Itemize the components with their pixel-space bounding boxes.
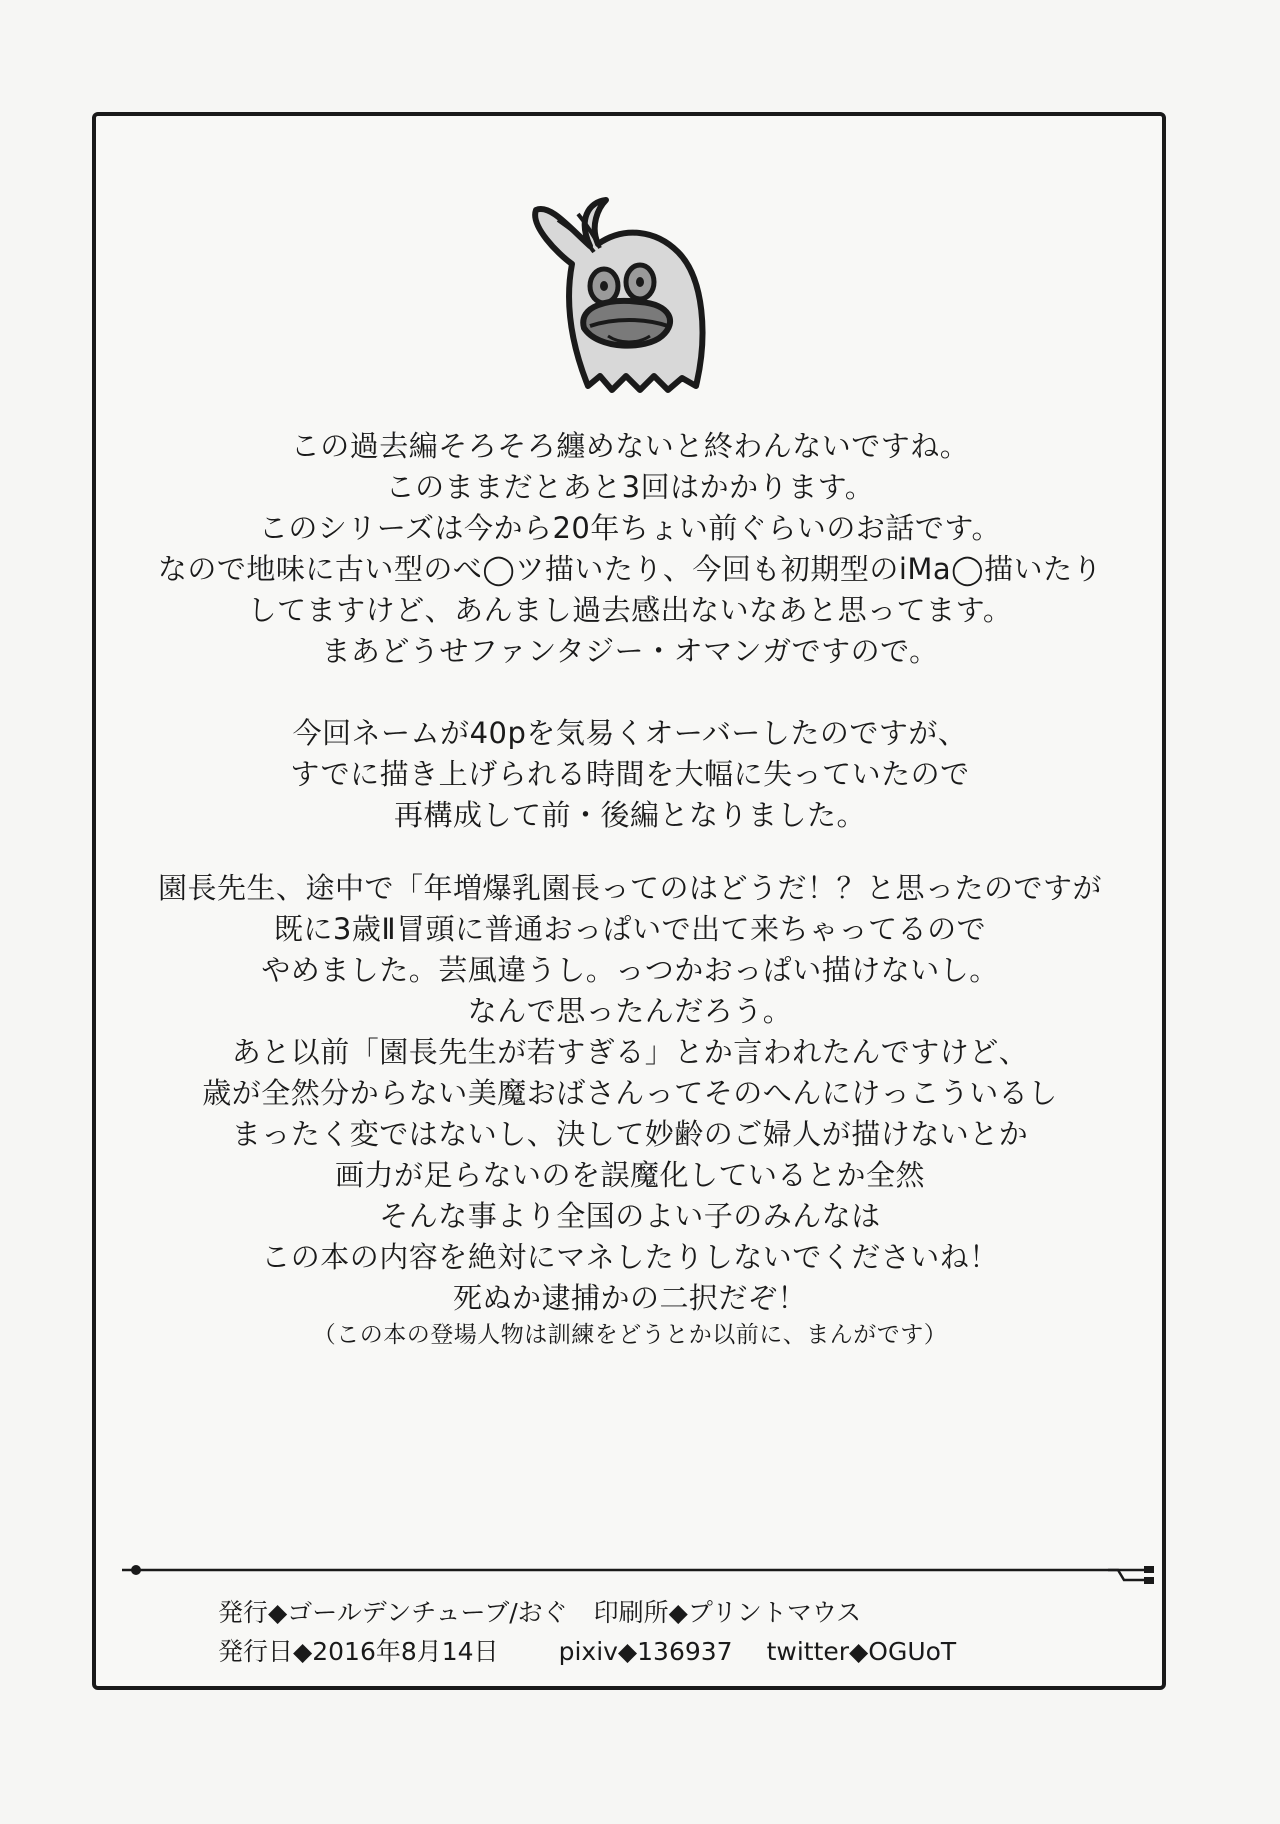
afterword-line: まあどうせファンタジー・オマンガですので。 [321,634,939,668]
afterword-line: 今回ネームが40pを気易くオーバーしたのですが、 [292,716,968,750]
afterword-disclaimer: （この本の登場人物は訓練をどうとか以前に、まんがです） [312,1322,948,1348]
afterword-line: そんな事より全国のよい子のみんなは [379,1199,881,1233]
publish-date: 発行日◆2016年8月14日 [218,1637,499,1666]
afterword-line: この過去編そろそろ纏めないと終わんないですね。 [290,429,970,463]
afterword-line: すでに描き上げられる時間を大幅に失っていたので [290,757,970,791]
bird-mascot-icon [528,186,718,396]
afterword-line: してますけど、あんまし過去感出ないなあと思ってます。 [247,593,1013,627]
printer-credit: 印刷所◆プリントマウス [593,1598,862,1627]
twitter-handle: twitter◆OGUoT [766,1637,957,1666]
afterword-paragraph-1 [120,426,1140,672]
afterword-line: まったく変ではないし、決して妙齢のご婦人が描けないとか [231,1117,1029,1151]
colophon-row [218,1637,956,1667]
afterword-line: このシリーズは今から20年ちょい前ぐらいのお話です。 [258,511,1002,545]
afterword-line: なんで思ったんだろう。 [467,994,793,1028]
cable-plug-divider-icon [118,1560,1158,1584]
publisher-credit: 発行◆ゴールデンチューブ/おぐ [218,1598,568,1627]
pixiv-id: pixiv◆136937 [558,1637,733,1666]
colophon-row [218,1598,861,1628]
afterword-line: 再構成して前・後編となりました。 [393,798,866,832]
afterword-line: やめました。芸風違うし。っつかおっぱい描けないし。 [261,953,999,987]
afterword-line: なので地味に古い型のべ◯ツ描いたり、今回も初期型のiMa◯描いたり [157,552,1103,586]
afterword-line: このままだとあと3回はかかります。 [385,470,875,504]
afterword-paragraph-2 [120,713,1140,836]
afterword-line: 歳が全然分からない美魔おばさんってそのへんにけっこういるし [202,1076,1058,1110]
afterword-line: 既に3歳Ⅱ冒頭に普通おっぱいで出て来ちゃってるので [273,912,987,946]
afterword-line: 死ぬか逮捕かの二択だぞ！ [452,1281,807,1315]
afterword-line: この本の内容を絶対にマネしたりしないでくださいね！ [261,1240,999,1274]
afterword-line: 画力が足らないのを誤魔化しているとか全然 [334,1158,925,1192]
afterword-line: 園長先生、途中で「年増爆乳園長ってのはどうだ！？と思ったのですが [157,871,1102,905]
afterword-line: あと以前「園長先生が若すぎる」とか言われたんですけど、 [231,1035,1029,1069]
afterword-paragraph-3 [120,868,1140,1351]
